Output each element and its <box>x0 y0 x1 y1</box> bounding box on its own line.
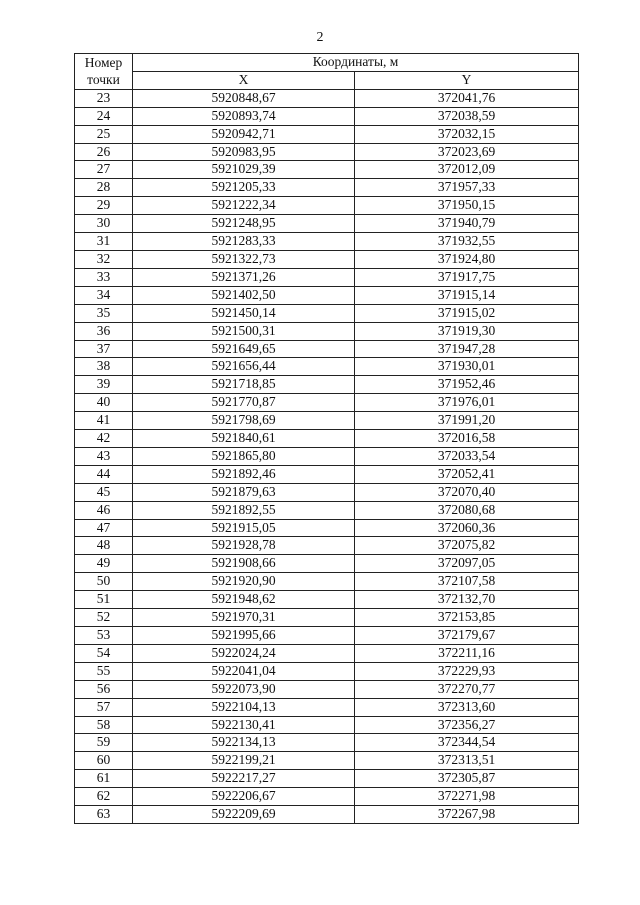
table-row <box>75 555 579 573</box>
table-row <box>75 286 579 304</box>
x-coordinate-cell: 5921920,90 <box>133 573 355 591</box>
y-coordinate-cell: 372211,16 <box>355 644 579 662</box>
point-number-cell: 42 <box>75 430 133 448</box>
point-number-cell: 32 <box>75 250 133 268</box>
x-coordinate-cell: 5922209,69 <box>133 806 355 824</box>
y-coordinate-cell: 372132,70 <box>355 591 579 609</box>
x-coordinate-cell: 5921222,34 <box>133 197 355 215</box>
x-coordinate-cell: 5921928,78 <box>133 537 355 555</box>
y-coordinate-cell: 371915,02 <box>355 304 579 322</box>
y-coordinate-cell: 372313,51 <box>355 752 579 770</box>
table-row <box>75 609 579 627</box>
point-number-header-line2: точки <box>87 72 120 88</box>
point-number-cell: 59 <box>75 734 133 752</box>
point-number-cell: 41 <box>75 412 133 430</box>
x-coordinate-cell: 5921948,62 <box>133 591 355 609</box>
table-row <box>75 573 579 591</box>
y-coordinate-cell: 372041,76 <box>355 89 579 107</box>
point-number-cell: 58 <box>75 716 133 734</box>
table-row <box>75 537 579 555</box>
point-number-header <box>75 54 133 90</box>
page-number: 2 <box>316 30 324 45</box>
table-row <box>75 465 579 483</box>
y-coordinate-cell: 372267,98 <box>355 806 579 824</box>
x-coordinate-cell: 5922073,90 <box>133 680 355 698</box>
table-subheader-row <box>75 71 579 89</box>
point-number-cell: 47 <box>75 519 133 537</box>
table-row <box>75 680 579 698</box>
y-coordinate-cell: 372038,59 <box>355 107 579 125</box>
point-number-cell: 53 <box>75 627 133 645</box>
x-coordinate-cell: 5921865,80 <box>133 447 355 465</box>
table-row <box>75 89 579 107</box>
point-number-cell: 37 <box>75 340 133 358</box>
point-number-cell: 23 <box>75 89 133 107</box>
x-coordinate-cell: 5921995,66 <box>133 627 355 645</box>
x-coordinate-cell: 5922206,67 <box>133 788 355 806</box>
y-coordinate-cell: 372070,40 <box>355 483 579 501</box>
y-coordinate-cell: 371976,01 <box>355 394 579 412</box>
table-row <box>75 250 579 268</box>
y-coordinate-cell: 371917,75 <box>355 268 579 286</box>
x-coordinate-cell: 5920848,67 <box>133 89 355 107</box>
y-coordinate-cell: 371947,28 <box>355 340 579 358</box>
x-coordinate-cell: 5921371,26 <box>133 268 355 286</box>
point-number-cell: 63 <box>75 806 133 824</box>
point-number-cell: 28 <box>75 179 133 197</box>
x-coordinate-cell: 5921892,55 <box>133 501 355 519</box>
point-number-cell: 45 <box>75 483 133 501</box>
y-coordinate-cell: 372305,87 <box>355 770 579 788</box>
x-coordinate-cell: 5921450,14 <box>133 304 355 322</box>
table-row <box>75 447 579 465</box>
point-number-cell: 61 <box>75 770 133 788</box>
y-coordinate-cell: 371991,20 <box>355 412 579 430</box>
point-number-cell: 49 <box>75 555 133 573</box>
y-coordinate-cell: 372107,58 <box>355 573 579 591</box>
table-row <box>75 734 579 752</box>
x-coordinate-cell: 5922024,24 <box>133 644 355 662</box>
table-row <box>75 304 579 322</box>
y-coordinate-cell: 371932,55 <box>355 233 579 251</box>
x-coordinate-cell: 5922041,04 <box>133 662 355 680</box>
table-row <box>75 752 579 770</box>
table-row <box>75 716 579 734</box>
point-number-cell: 43 <box>75 447 133 465</box>
table-row <box>75 340 579 358</box>
y-coordinate-cell: 372229,93 <box>355 662 579 680</box>
table-row <box>75 215 579 233</box>
x-coordinate-cell: 5921879,63 <box>133 483 355 501</box>
x-coordinate-cell: 5921205,33 <box>133 179 355 197</box>
y-coordinate-cell: 372075,82 <box>355 537 579 555</box>
point-number-cell: 54 <box>75 644 133 662</box>
x-coordinate-cell: 5922130,41 <box>133 716 355 734</box>
x-coordinate-cell: 5921970,31 <box>133 609 355 627</box>
x-coordinate-cell: 5921283,33 <box>133 233 355 251</box>
y-coordinate-cell: 372179,67 <box>355 627 579 645</box>
table-row <box>75 501 579 519</box>
y-coordinate-cell: 371952,46 <box>355 376 579 394</box>
table-row <box>75 483 579 501</box>
x-coordinate-cell: 5922199,21 <box>133 752 355 770</box>
table-row <box>75 519 579 537</box>
x-coordinate-cell: 5921029,39 <box>133 161 355 179</box>
y-coordinate-cell: 372060,36 <box>355 519 579 537</box>
x-coordinate-cell: 5921656,44 <box>133 358 355 376</box>
table-row <box>75 644 579 662</box>
y-coordinate-cell: 372270,77 <box>355 680 579 698</box>
x-coordinate-cell: 5921248,95 <box>133 215 355 233</box>
table-row <box>75 268 579 286</box>
point-number-header-line1: Номер <box>84 55 123 71</box>
y-coordinate-cell: 372023,69 <box>355 143 579 161</box>
table-row <box>75 161 579 179</box>
x-coordinate-cell: 5921892,46 <box>133 465 355 483</box>
x-coordinate-cell: 5922217,27 <box>133 770 355 788</box>
table-row <box>75 591 579 609</box>
y-coordinate-cell: 371950,15 <box>355 197 579 215</box>
point-number-cell: 62 <box>75 788 133 806</box>
point-number-cell: 56 <box>75 680 133 698</box>
table-row <box>75 662 579 680</box>
x-coordinate-cell: 5922104,13 <box>133 698 355 716</box>
point-number-cell: 35 <box>75 304 133 322</box>
y-coordinate-cell: 371957,33 <box>355 179 579 197</box>
point-number-cell: 51 <box>75 591 133 609</box>
y-coordinate-cell: 372052,41 <box>355 465 579 483</box>
coordinates-table <box>74 53 579 824</box>
point-number-cell: 30 <box>75 215 133 233</box>
x-coordinate-cell: 5921500,31 <box>133 322 355 340</box>
table-row <box>75 394 579 412</box>
table-row <box>75 322 579 340</box>
table-row <box>75 412 579 430</box>
y-coordinate-cell: 371915,14 <box>355 286 579 304</box>
table-row <box>75 806 579 824</box>
point-number-cell: 38 <box>75 358 133 376</box>
y-coordinate-cell: 371940,79 <box>355 215 579 233</box>
point-number-cell: 48 <box>75 537 133 555</box>
y-coordinate-cell: 372356,27 <box>355 716 579 734</box>
y-coordinate-cell: 372344,54 <box>355 734 579 752</box>
coordinates-table-body <box>75 89 579 823</box>
x-coordinate-cell: 5921402,50 <box>133 286 355 304</box>
point-number-cell: 29 <box>75 197 133 215</box>
y-coordinate-cell: 371919,30 <box>355 322 579 340</box>
table-row <box>75 143 579 161</box>
table-row <box>75 770 579 788</box>
y-coordinate-cell: 371930,01 <box>355 358 579 376</box>
point-number-cell: 26 <box>75 143 133 161</box>
x-coordinate-cell: 5922134,13 <box>133 734 355 752</box>
table-row <box>75 627 579 645</box>
x-column-header: X <box>133 71 355 89</box>
x-coordinate-cell: 5921718,85 <box>133 376 355 394</box>
point-number-cell: 50 <box>75 573 133 591</box>
point-number-cell: 52 <box>75 609 133 627</box>
table-row <box>75 179 579 197</box>
x-coordinate-cell: 5921798,69 <box>133 412 355 430</box>
x-coordinate-cell: 5921908,66 <box>133 555 355 573</box>
point-number-cell: 34 <box>75 286 133 304</box>
point-number-cell: 24 <box>75 107 133 125</box>
x-coordinate-cell: 5921770,87 <box>133 394 355 412</box>
table-row <box>75 125 579 143</box>
y-coordinate-cell: 372097,05 <box>355 555 579 573</box>
y-coordinate-cell: 372012,09 <box>355 161 579 179</box>
point-number-cell: 27 <box>75 161 133 179</box>
point-number-cell: 33 <box>75 268 133 286</box>
y-coordinate-cell: 372032,15 <box>355 125 579 143</box>
point-number-cell: 40 <box>75 394 133 412</box>
y-coordinate-cell: 372313,60 <box>355 698 579 716</box>
point-number-cell: 39 <box>75 376 133 394</box>
table-row <box>75 698 579 716</box>
table-row <box>75 197 579 215</box>
point-number-cell: 31 <box>75 233 133 251</box>
table-row <box>75 233 579 251</box>
y-coordinate-cell: 372016,58 <box>355 430 579 448</box>
x-coordinate-cell: 5920942,71 <box>133 125 355 143</box>
y-coordinate-cell: 372153,85 <box>355 609 579 627</box>
point-number-cell: 57 <box>75 698 133 716</box>
x-coordinate-cell: 5920983,95 <box>133 143 355 161</box>
table-row <box>75 376 579 394</box>
x-coordinate-cell: 5920893,74 <box>133 107 355 125</box>
y-coordinate-cell: 372033,54 <box>355 447 579 465</box>
y-coordinate-cell: 372271,98 <box>355 788 579 806</box>
point-number-cell: 44 <box>75 465 133 483</box>
table-row <box>75 358 579 376</box>
point-number-cell: 25 <box>75 125 133 143</box>
table-row <box>75 107 579 125</box>
x-coordinate-cell: 5921649,65 <box>133 340 355 358</box>
y-coordinate-cell: 371924,80 <box>355 250 579 268</box>
point-number-cell: 55 <box>75 662 133 680</box>
point-number-cell: 46 <box>75 501 133 519</box>
point-number-cell: 36 <box>75 322 133 340</box>
point-number-cell: 60 <box>75 752 133 770</box>
table-row <box>75 788 579 806</box>
x-coordinate-cell: 5921915,05 <box>133 519 355 537</box>
x-coordinate-cell: 5921322,73 <box>133 250 355 268</box>
table-row <box>75 430 579 448</box>
table-header-row <box>75 54 579 72</box>
coordinates-header: Координаты, м <box>133 54 579 72</box>
y-column-header: Y <box>355 71 579 89</box>
x-coordinate-cell: 5921840,61 <box>133 430 355 448</box>
y-coordinate-cell: 372080,68 <box>355 501 579 519</box>
